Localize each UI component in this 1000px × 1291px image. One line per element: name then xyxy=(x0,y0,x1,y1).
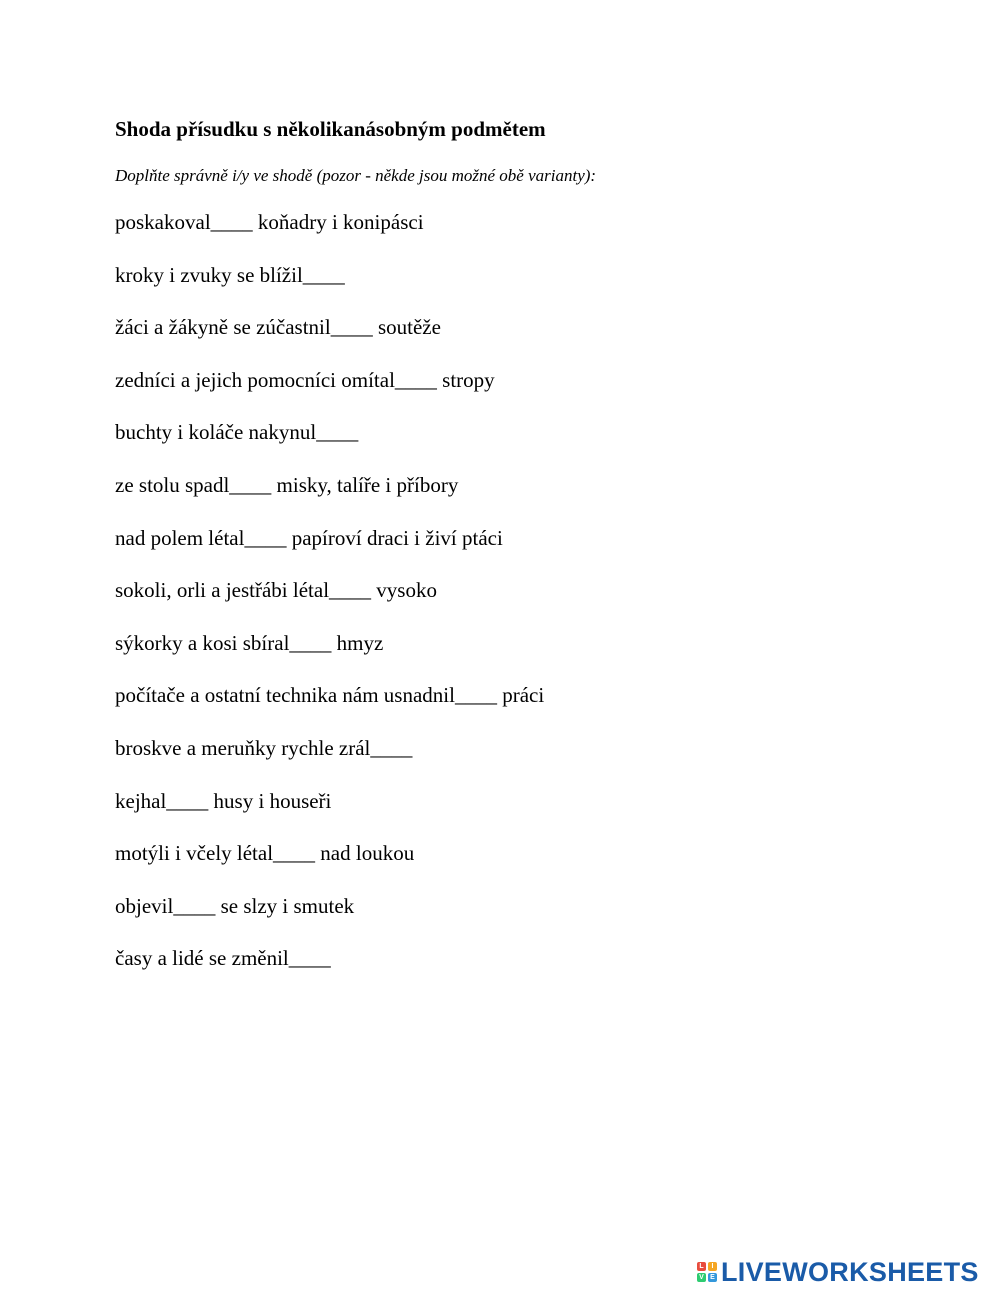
logo-mark-cell: E xyxy=(708,1273,717,1282)
exercise-item: poskakoval____ koňadry i konipásci xyxy=(115,210,424,234)
exercise-item: motýli i včely létal____ nad loukou xyxy=(115,841,415,866)
logo-mark-cell: L xyxy=(697,1262,706,1271)
logo-mark-cell: I xyxy=(708,1262,717,1271)
worksheet-title: Shoda přísudku s několikanásobným podmětem xyxy=(115,117,546,141)
exercise-item: časy a lidé se změnil____ xyxy=(115,946,331,971)
exercise-item: žáci a žákyně se zúčastnil____ soutěže xyxy=(115,315,441,340)
liveworksheets-logo xyxy=(697,1257,979,1287)
logo-text: LIVEWORKSHEETS xyxy=(721,1257,979,1287)
liveworksheets-logo-icon xyxy=(697,1262,717,1282)
exercise-item: zedníci a jejich pomocníci omítal____ stropy xyxy=(115,367,495,392)
logo-mark-cell: V xyxy=(697,1273,706,1282)
exercise-item: objevil____ se slzy i smutek xyxy=(115,893,355,918)
exercise-item: kejhal____ husy i houseři xyxy=(115,788,332,813)
exercise-item: ze stolu spadl____ misky, talíře i příbory xyxy=(115,472,459,497)
exercise-list xyxy=(115,208,544,997)
exercise-item: broskve a meruňky rychle zrál____ xyxy=(115,735,413,760)
exercise-item: nad polem létal____ papíroví draci i živí ptáci xyxy=(115,525,503,550)
exercise-item: sýkorky a kosi sbíral____ hmyz xyxy=(115,630,384,655)
exercise-item: sokoli, orli a jestřábi létal____ vysoko xyxy=(115,578,437,603)
worksheet-instructions: Doplňte správně i/y ve shodě (pozor - někde jsou možné obě varianty): xyxy=(115,166,597,185)
exercise-item: počítače a ostatní technika nám usnadnil____ práci xyxy=(115,683,545,708)
exercise-item: kroky i zvuky se blížil____ xyxy=(115,262,345,287)
exercise-item: buchty i koláče nakynul____ xyxy=(115,420,359,445)
